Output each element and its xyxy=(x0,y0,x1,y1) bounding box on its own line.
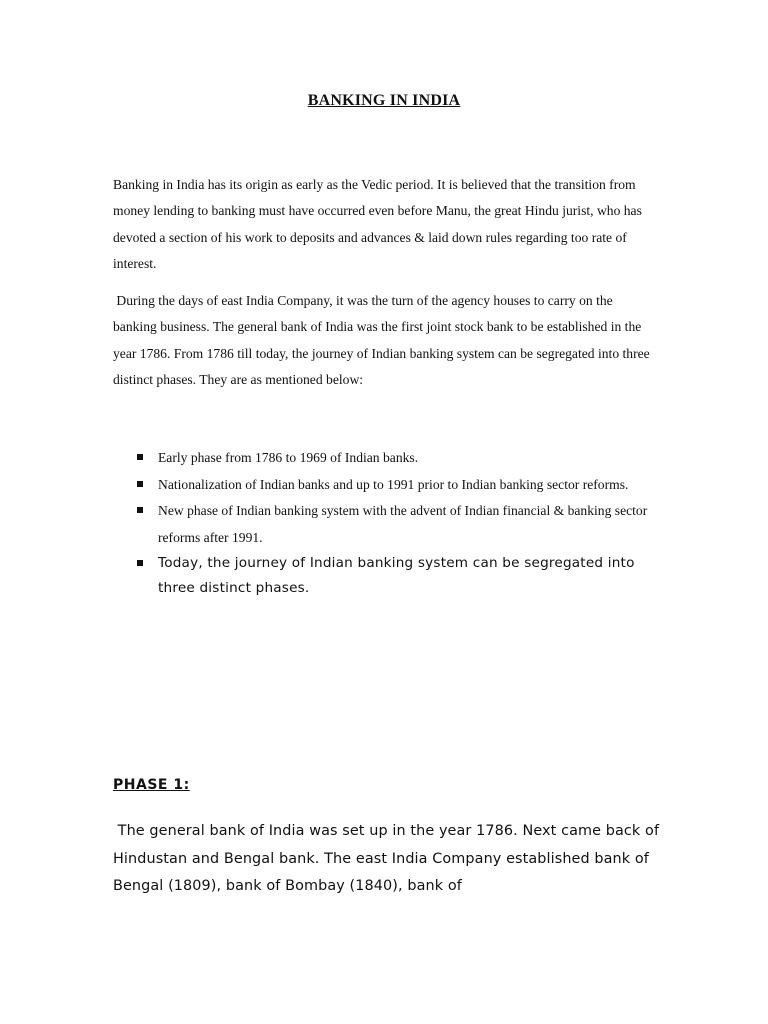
phase-1-paragraph: The general bank of India was set up in the year 1786. Next came back of Hindustan and Bengal bank. The east India Company established bank of Bengal (1809), bank of Bombay (1840), bank of xyxy=(113,823,660,894)
square-bullet-icon xyxy=(137,454,143,460)
phase-1-heading: PHASE 1: xyxy=(113,777,190,793)
square-bullet-icon xyxy=(137,481,143,487)
list-item-text: Nationalization of Indian banks and up to 1991 prior to Indian banking sector reforms. xyxy=(158,476,629,492)
phases-bullet-list xyxy=(113,445,673,601)
list-item-text: Today, the journey of Indian banking system can be segregated into three distinct phases. xyxy=(158,555,635,596)
square-bullet-icon xyxy=(137,560,143,566)
list-item xyxy=(113,445,673,472)
list-item xyxy=(113,498,673,551)
square-bullet-icon xyxy=(137,507,143,513)
list-item-text: New phase of Indian banking system with the advent of Indian financial & banking sector reforms after 1991. xyxy=(158,503,648,545)
list-item xyxy=(113,551,673,601)
intro-paragraph: Banking in India has its origin as early as the Vedic period. It is believed that the transition from money lending to banking must have occurred even before Manu, the great Hindu jurist, who has devoted a section of his work to deposits and advances & laid down rules regarding too rate of interest. xyxy=(113,177,642,271)
list-item xyxy=(113,472,673,499)
document-title: BANKING IN INDIA xyxy=(307,92,461,109)
east-india-company-paragraph: During the days of east India Company, it was the turn of the agency houses to carry on the banking business. The general bank of India was the first joint stock bank to be established in the year 1786. From 1786 till today, the journey of Indian banking system can be segregated into three distinct phases. They are as mentioned below: xyxy=(113,293,650,387)
list-item-text: Early phase from 1786 to 1969 of Indian banks. xyxy=(158,450,419,465)
